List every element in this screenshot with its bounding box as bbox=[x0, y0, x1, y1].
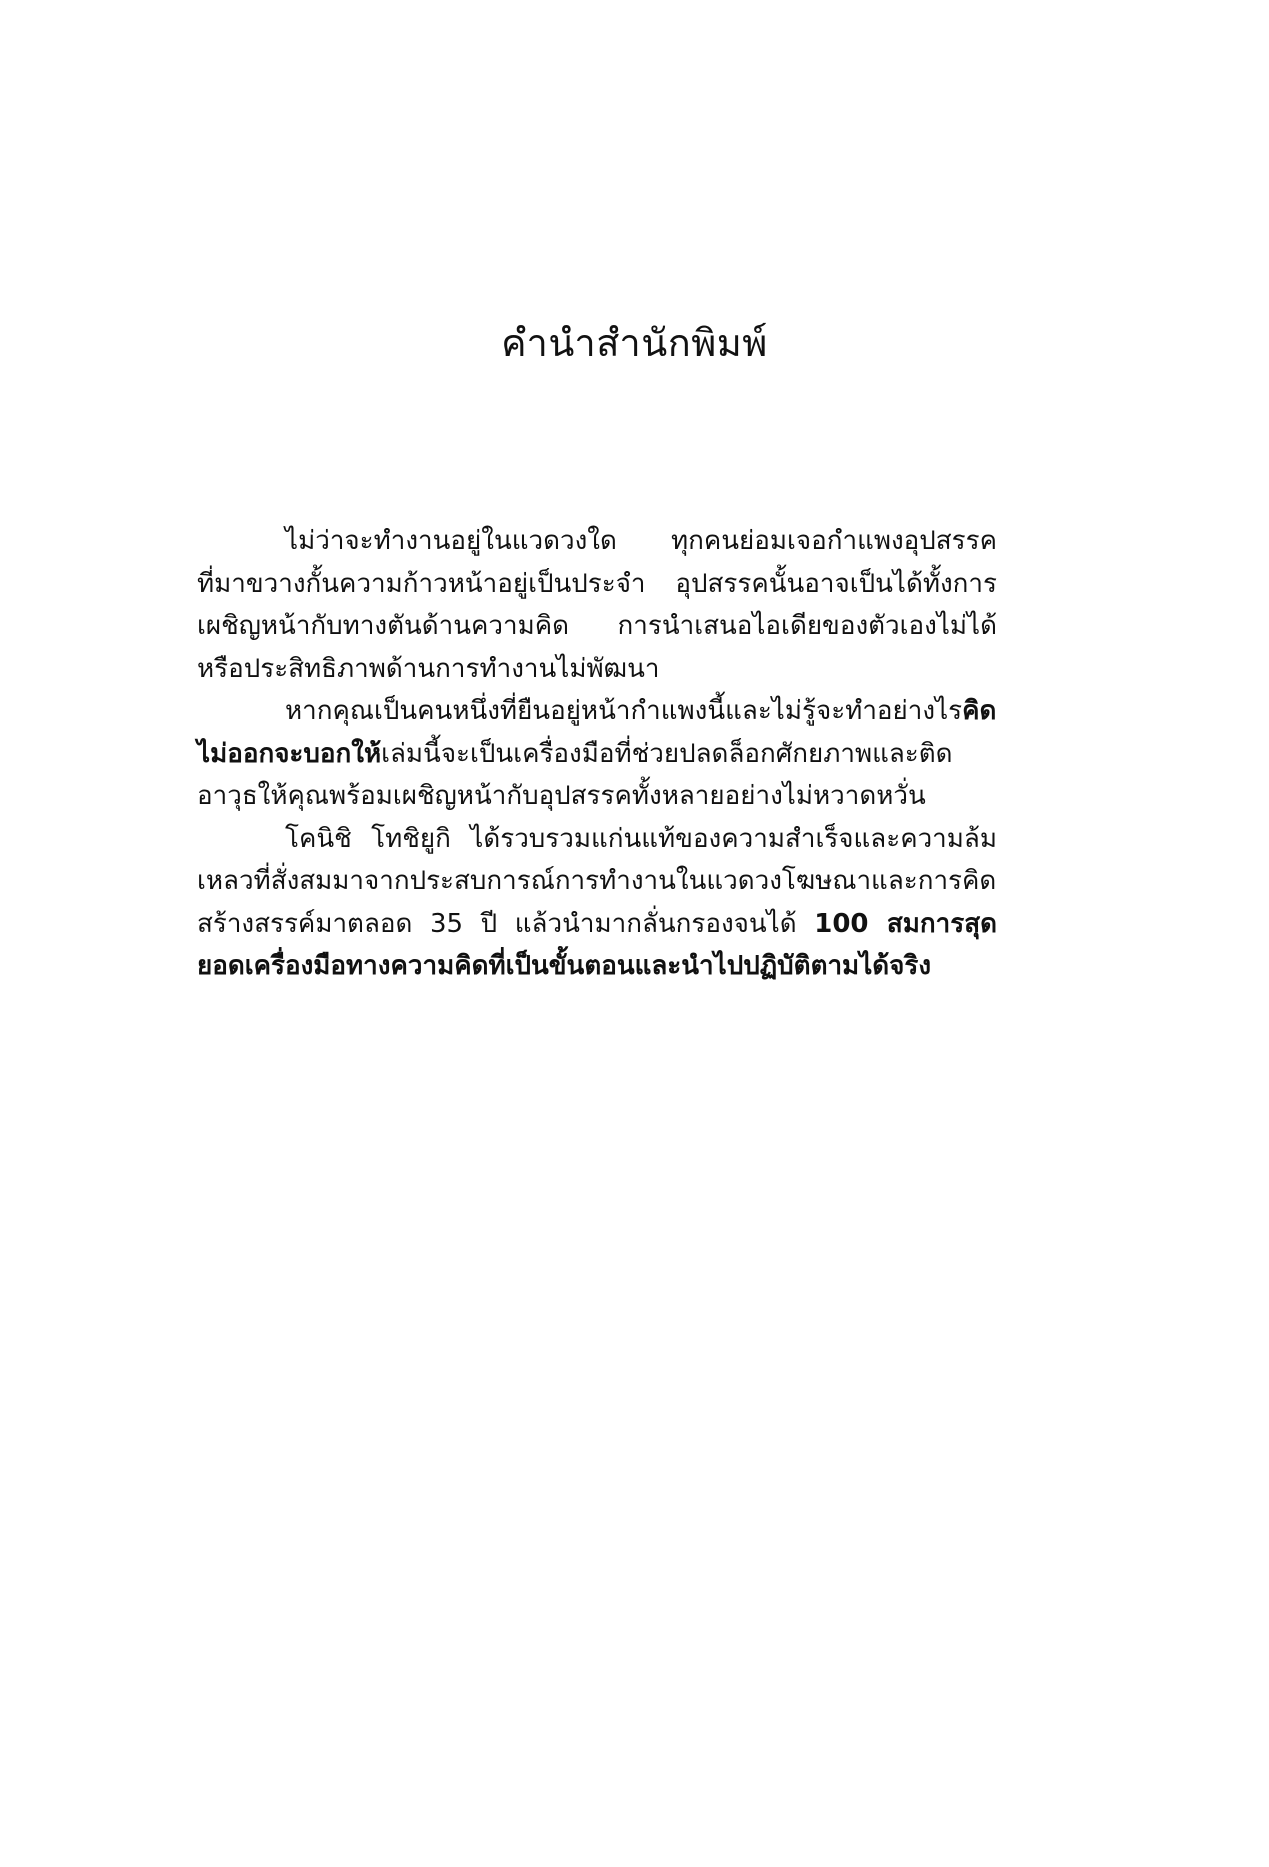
text-segment: เล่มนี้จะเป็นเครื่องมือที่ช่วยปลดล็อกศักยภาพและติดอาวุธให้คุณพร้อมเผชิญหน้ากับอุปสรรคทั้งหลายอย่างไม่หวาดหวั่น bbox=[197, 738, 953, 811]
text-segment: โคนิชิ โทชิยูกิ ได้รวบรวมแก่นแท้ของความสำเร็จและความล้มเหลวที่สั่งสมมาจากประสบการณ์การทำงานในแวดวงโฆษณาและการคิดสร้างสรรค์มาตลอด 35 ปี แล้วนำมากลั่นกรองจนได้ bbox=[197, 823, 997, 939]
paragraph bbox=[197, 520, 997, 690]
preface-body bbox=[197, 520, 997, 988]
text-segment: ไม่ว่าจะทำงานอยู่ในแวดวงใด ทุกคนย่อมเจอกำแพงอุปสรรคที่มาขวางกั้นความก้าวหน้าอยู่เป็นประจำ อุปสรรคนั้นอาจเป็นได้ทั้งการเผชิญหน้ากับทางตันด้านความคิด การนำเสนอไอเดียของตัวเองไม่ได้หรือประสิทธิภาพด้านการทำงานไม่พัฒนา bbox=[197, 526, 997, 684]
page-title: คำนำสำนักพิมพ์ bbox=[501, 321, 768, 365]
paragraph bbox=[197, 690, 997, 818]
text-segment: หากคุณเป็นคนหนึ่งที่ยืนอยู่หน้ากำแพงนี้และไม่รู้จะทำอย่างไร bbox=[285, 696, 963, 726]
bold-text-segment: 100 สมการสุดยอดเครื่องมือทางความคิดที่เป็นขั้นตอนและนำไปปฏิบัติตามได้จริง bbox=[197, 908, 997, 981]
bold-text-segment: คิดไม่ออกจะบอกให้ bbox=[197, 696, 997, 769]
paragraph bbox=[197, 818, 997, 988]
